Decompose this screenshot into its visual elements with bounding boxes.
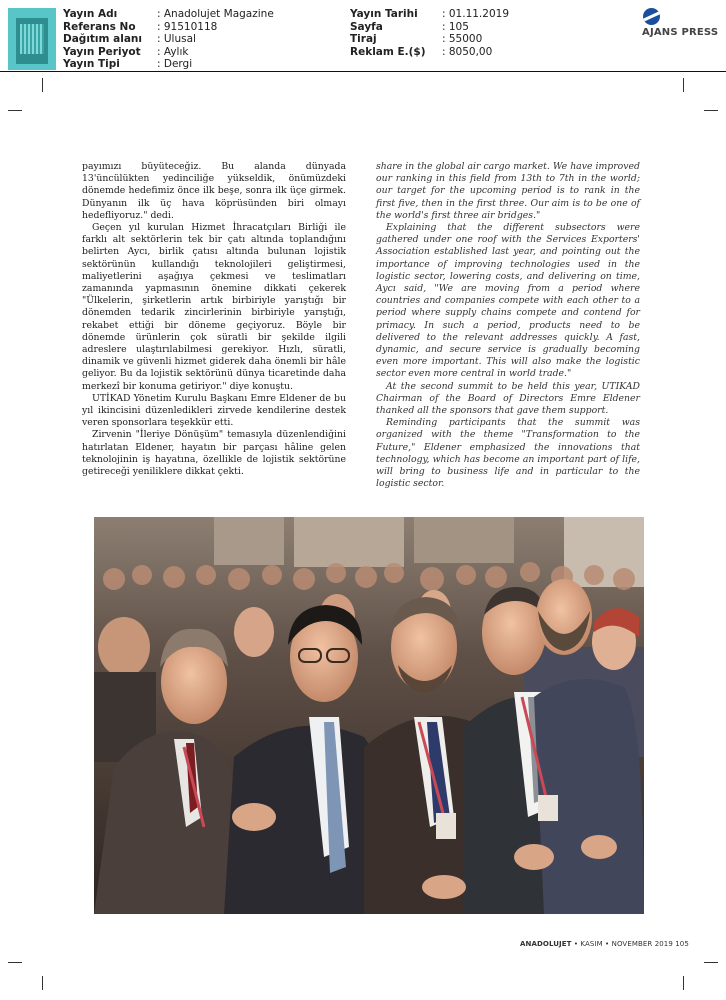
footer-separator: • xyxy=(573,940,579,948)
logo-text: AJANS PRESS xyxy=(642,27,719,38)
meta-label: Yayın Adı xyxy=(63,8,118,20)
page-footer xyxy=(520,940,689,948)
paragraph: Reminding participants that the summit was organized with the theme "Transformation to the Future," Eldener emphasized the innovations that technology, which has become an important part of life, will bring to business life and in particular to the logistic sector. xyxy=(376,417,640,490)
clipping-header xyxy=(0,0,726,72)
paragraph: UTİKAD Yönetim Kurulu Başkanı Emre Eldener de bu yıl ikincisini düzenledikleri zirvede kendilerine destek veren sponsorlara teşekkür etti. xyxy=(82,392,346,429)
crop-mark xyxy=(8,962,22,963)
paragraph: Explaining that the different subsectors were gathered under one roof with the Services Exporters' Association established last year, and pointing out the importance of improving technologies used in the logistic sector, lowering costs, and delivering on time, Aycı said, "We are moving from a period where countries and companies compete with each other to a period where supply chains compete and contend for primacy. In such a period, products need to be delivered to the relevant addresses quickly. A fast, dynamic, and secure service is gradually becoming even more important. This will also make the logistic sector even more central in world trade." xyxy=(376,222,640,380)
crop-mark xyxy=(683,78,684,92)
crop-mark xyxy=(42,976,43,990)
crop-mark xyxy=(704,962,718,963)
crop-mark xyxy=(42,78,43,92)
paragraph: share in the global air cargo market. We have improved our ranking in this field from 13th to 7th in the world; our target for the upcoming period is to rank in the first five, then in the first three. Our aim is to be one of the world's first three air bridges." xyxy=(376,161,640,221)
header-divider xyxy=(0,71,726,72)
header-meta-left xyxy=(63,8,274,71)
meta-label: Yayın Tarihi xyxy=(350,8,418,20)
meta-value: : Dergi xyxy=(157,58,193,71)
footer-month-en: NOVEMBER xyxy=(611,940,653,948)
magazine-cover-thumbnail[interactable] xyxy=(8,8,56,70)
meta-label: Sayfa xyxy=(350,20,383,33)
paragraph: At the second summit to be held this year, UTIKAD Chairman of the Board of Directors Emre Eldener thanked all the sponsors that gave them support. xyxy=(376,380,640,417)
meta-value: : 105 xyxy=(442,20,469,33)
meta-value: : Ulusal xyxy=(157,33,196,46)
meta-label: Reklam E.($) xyxy=(350,45,426,58)
paragraph: Geçen yıl kurulan Hizmet İhracatçıları Birliği ile farklı alt sektörlerin tek bir çatı altında toplandığını belirten Aycı, birlik çatısı altında bulunan lojistik sektörünün kullandığı teknolojileri geliştirmesi, maliyetlerini aşağıya çekmesi ve teslimatları zamanında yapmasının önemine dikkati çekerek "Ülkelerin, şirketlerin artık birbiriyle yarıştığı bir dönemden tedarik zincirlerinin birbiriyle yarıştığı, rekabet ettiği bir döneme geçiyoruz. Böyle bir dönemde ürünlerin çok süratli bir şekilde ilgili adreslere ulaştırılabilmesi gerekiyor. Hızlı, süratli, dinamik ve güvenli hizmet giderek daha önemli bir hâle geliyor. Bu da lojistik sektörünü dünya ticaretinde daha merkezî bir konuma getiriyor." diye konuştu. xyxy=(82,222,346,392)
footer-month-tr: KASIM xyxy=(580,940,603,948)
meta-value: : 55000 xyxy=(442,33,483,46)
crop-mark xyxy=(704,110,718,111)
meta-label: Yayın Periyot xyxy=(63,45,141,58)
audience-photo xyxy=(94,517,644,914)
footer-year-page: 2019 105 xyxy=(654,940,689,948)
audience-photo-graphic xyxy=(94,517,644,914)
article-column-english xyxy=(376,161,640,490)
meta-value: : Aylık xyxy=(157,45,189,58)
meta-value: : 91510118 xyxy=(157,20,218,33)
meta-value: : 01.11.2019 xyxy=(442,8,509,20)
paragraph: payımızı büyüteceğiz. Bu alanda dünyada 13'üncülükten yedinciliğe yükseldik, önümüzdeki dönemde hedefimiz önce ilk beşe, sonra ilk üçe girmek. Dünyanın ilk üç hava köprüsünden biri olmayı hedefliyoruz." dedi. xyxy=(82,161,346,221)
article-column-turkish xyxy=(82,161,346,478)
meta-value: : 8050,00 xyxy=(442,45,493,58)
meta-label: Yayın Tipi xyxy=(63,58,120,71)
footer-brand: ANADOLUJET xyxy=(520,940,572,948)
meta-value: : Anadolujet Magazine xyxy=(157,8,274,20)
meta-label: Referans No xyxy=(63,20,136,33)
header-meta-right xyxy=(350,8,509,58)
paragraph: Zirvenin "İleriye Dönüşüm" temasıyla düzenlendiğini hatırlatan Eldener, hayatın bir parçası hâline gelen teknolojinin iş hayatına, özellikle de lojistik sektörüne getireceği yeniliklere dikkat çekti. xyxy=(82,429,346,478)
globe-icon xyxy=(643,8,660,25)
crop-mark xyxy=(8,110,22,111)
ajans-press-logo xyxy=(636,8,722,40)
crop-mark xyxy=(683,976,684,990)
footer-separator: • xyxy=(605,940,610,948)
meta-label: Dağıtım alanı xyxy=(63,33,142,46)
meta-label: Tiraj xyxy=(350,33,377,46)
